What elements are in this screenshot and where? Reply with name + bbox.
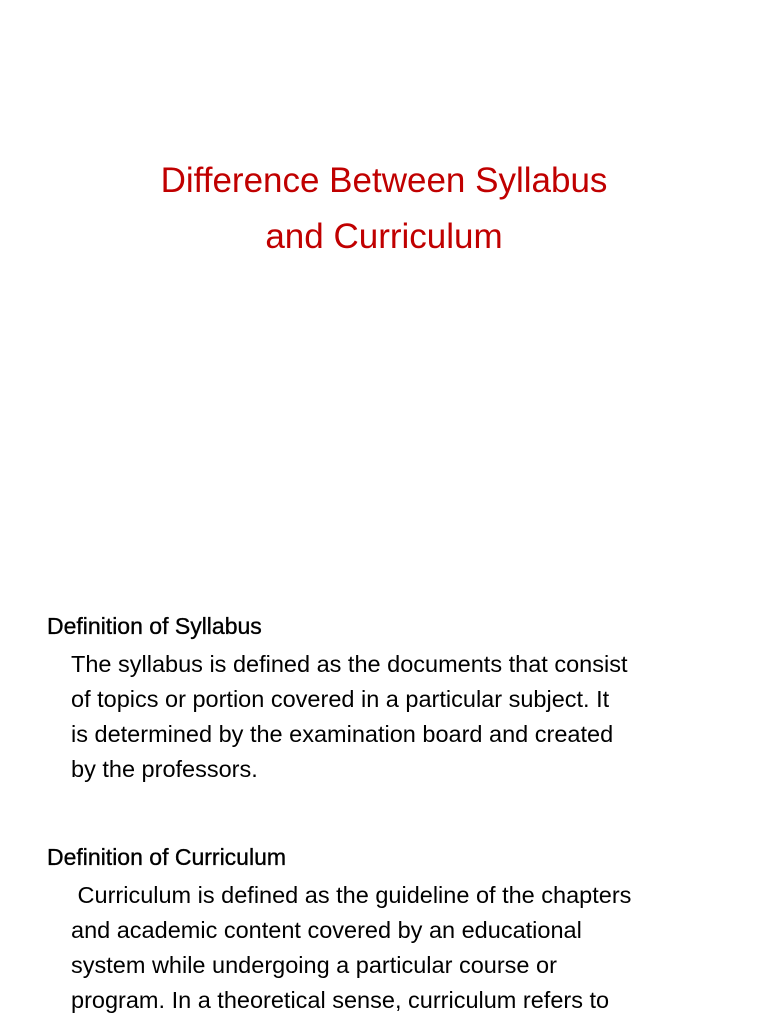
body-line: system while undergoing a particular course or bbox=[71, 952, 557, 978]
section-body bbox=[71, 878, 731, 1018]
section-body bbox=[71, 647, 731, 787]
section-syllabus bbox=[47, 611, 737, 787]
body-line: Curriculum is defined as the guideline of the chapters bbox=[71, 882, 632, 908]
body-line: and academic content covered by an educational bbox=[71, 917, 582, 943]
section-heading: Definition of Curriculum bbox=[47, 844, 287, 870]
title-line-2: and Curriculum bbox=[265, 217, 503, 256]
body-line: program. In a theoretical sense, curriculum refers to bbox=[71, 987, 610, 1013]
body-line: is determined by the examination board and created bbox=[71, 721, 614, 747]
body-line: The syllabus is defined as the documents that consist bbox=[71, 651, 628, 677]
body-line: of topics or portion covered in a particular subject. It bbox=[71, 686, 610, 712]
section-curriculum bbox=[47, 842, 737, 1018]
page-title bbox=[0, 153, 768, 265]
title-line-1: Difference Between Syllabus bbox=[160, 161, 608, 200]
section-heading: Definition of Syllabus bbox=[47, 613, 262, 639]
body-line: by the professors. bbox=[71, 756, 258, 782]
